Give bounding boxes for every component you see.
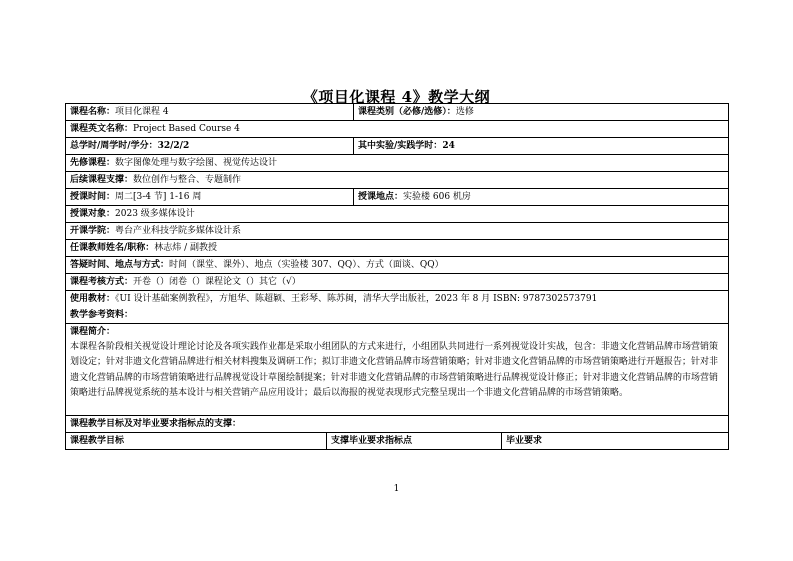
cell-course-name: 课程名称：项目化课程 4 <box>66 104 354 121</box>
cell-teacher: 任课教师姓名/职称：林志炜 / 副教授 <box>66 240 729 257</box>
row-audience <box>66 206 729 223</box>
row-reference <box>66 307 729 324</box>
row-objectives <box>66 416 729 433</box>
college-value: 粤台产业科技学院多媒体设计系 <box>115 225 242 236</box>
hours-value: 32/2/2 <box>157 140 190 151</box>
row-time <box>66 189 729 206</box>
row-college <box>66 223 729 240</box>
cell-followup: 后续课程支撑：数位创作与整合、专题制作 <box>66 172 729 189</box>
course-name-value: 项目化课程 4 <box>115 106 169 117</box>
row-english-name <box>66 121 729 138</box>
cell-audience: 授课对象：2023 级多媒体设计 <box>66 206 729 223</box>
row-qa <box>66 257 729 274</box>
cell-time: 授课时间：周二[3-4 节] 1-16 周 <box>66 189 354 206</box>
syllabus-table <box>65 103 729 450</box>
cell-intro <box>66 324 729 416</box>
header-col-objective: 课程教学目标 <box>66 433 327 450</box>
row-teacher <box>66 240 729 257</box>
cell-lab-hours: 其中实验/实践学时：24 <box>354 138 729 155</box>
cell-hours: 总学时/周学时/学分：32/2/2 <box>66 138 354 155</box>
cell-college: 开课学院：粤台产业科技学院多媒体设计系 <box>66 223 729 240</box>
cell-textbook: 使用教材：《UI 设计基础案例教程》，方旭华、陈超颖、王彩琴、陈苏闽，清华大学出版社，2023 年 8 月 ISBN: 9787302573791 <box>66 291 729 308</box>
english-name-value: Project Based Course 4 <box>133 123 240 134</box>
audience-value: 2023 级多媒体设计 <box>115 208 195 219</box>
cell-objectives: 课程教学目标及对毕业要求指标点的支撑： <box>66 416 729 433</box>
cell-exam: 课程考核方式：开卷（）闭卷（）课程论文（）其它（√） <box>66 274 729 291</box>
cell-course-type: 课程类别（必修/选修）：选修 <box>354 104 729 121</box>
cell-qa: 答疑时间、地点与方式：时间（课堂、课外）、地点（实验楼 307、QQ）、方式（面谈、QQ） <box>66 257 729 274</box>
place-value: 实验楼 606 机房 <box>403 191 471 202</box>
intro-label: 课程简介： <box>70 327 116 337</box>
exam-value: 开卷（）闭卷（）课程论文（）其它（√） <box>133 276 301 287</box>
row-hours <box>66 138 729 155</box>
teacher-value: 林志炜 / 副教授 <box>154 242 218 253</box>
prerequisite-value: 数字图像处理与数字绘图、视觉传达设计 <box>115 157 278 168</box>
header-col-indicator: 支撑毕业要求指标点 <box>327 433 502 450</box>
qa-value: 时间（课堂、课外）、地点（实验楼 307、QQ）、方式（面谈、QQ） <box>169 259 444 270</box>
followup-value: 数位创作与整合、专题制作 <box>133 174 242 185</box>
page-title: 《项目化课程 4》教学大纲 <box>302 88 491 106</box>
time-value: 周二[3-4 节] 1-16 周 <box>115 191 202 202</box>
intro-text: 本课程各阶段相关视觉设计理论讨论及各项实践作业都是采取小组团队的方式来进行，小组团队共同进行一系列视觉设计实战，包含：非遗文化营销品牌市场营销策划设定；针对非遗文化营销品牌进行相关材料搜集及调研工作；拟订非遗文化营销品牌市场营销策略；针对非遗文化营销品牌的市场营销策略进行开题报告；针对非遗文化营销品牌的市场营销策略进行品牌视觉设计草图绘制提案；针对非遗文化营销品牌的市场营销策略进行品牌视觉设计修正；针对非遗文化营销品牌的市场营销策略进行品牌视觉系统的基本设计与相关营销产品应用设计；最后以海报的视觉表现形式完整呈现出一个非遗文化营销品牌的市场营销策略。 <box>70 342 719 398</box>
lab-hours-value: 24 <box>442 140 455 151</box>
cell-reference: 教学参考资料： <box>66 307 729 324</box>
cell-english-name: 课程英文名称：Project Based Course 4 <box>66 121 729 138</box>
row-header <box>66 433 729 450</box>
row-followup <box>66 172 729 189</box>
textbook-value: 《UI 设计基础案例教程》，方旭华、陈超颖、王彩琴、陈苏闽，清华大学出版社，2023 年 8 月 ISBN: 9787302573791 <box>115 293 598 304</box>
row-course-name <box>66 104 729 121</box>
cell-place: 授课地点：实验楼 606 机房 <box>354 189 729 206</box>
row-exam <box>66 274 729 291</box>
row-prerequisite <box>66 155 729 172</box>
row-intro <box>66 324 729 416</box>
header-col-requirement: 毕业要求 <box>502 433 729 450</box>
page-number: 1 <box>393 484 400 494</box>
row-textbook <box>66 291 729 308</box>
cell-prerequisite: 先修课程：数字图像处理与数字绘图、视觉传达设计 <box>66 155 729 172</box>
course-type-value: 选修 <box>455 106 474 117</box>
